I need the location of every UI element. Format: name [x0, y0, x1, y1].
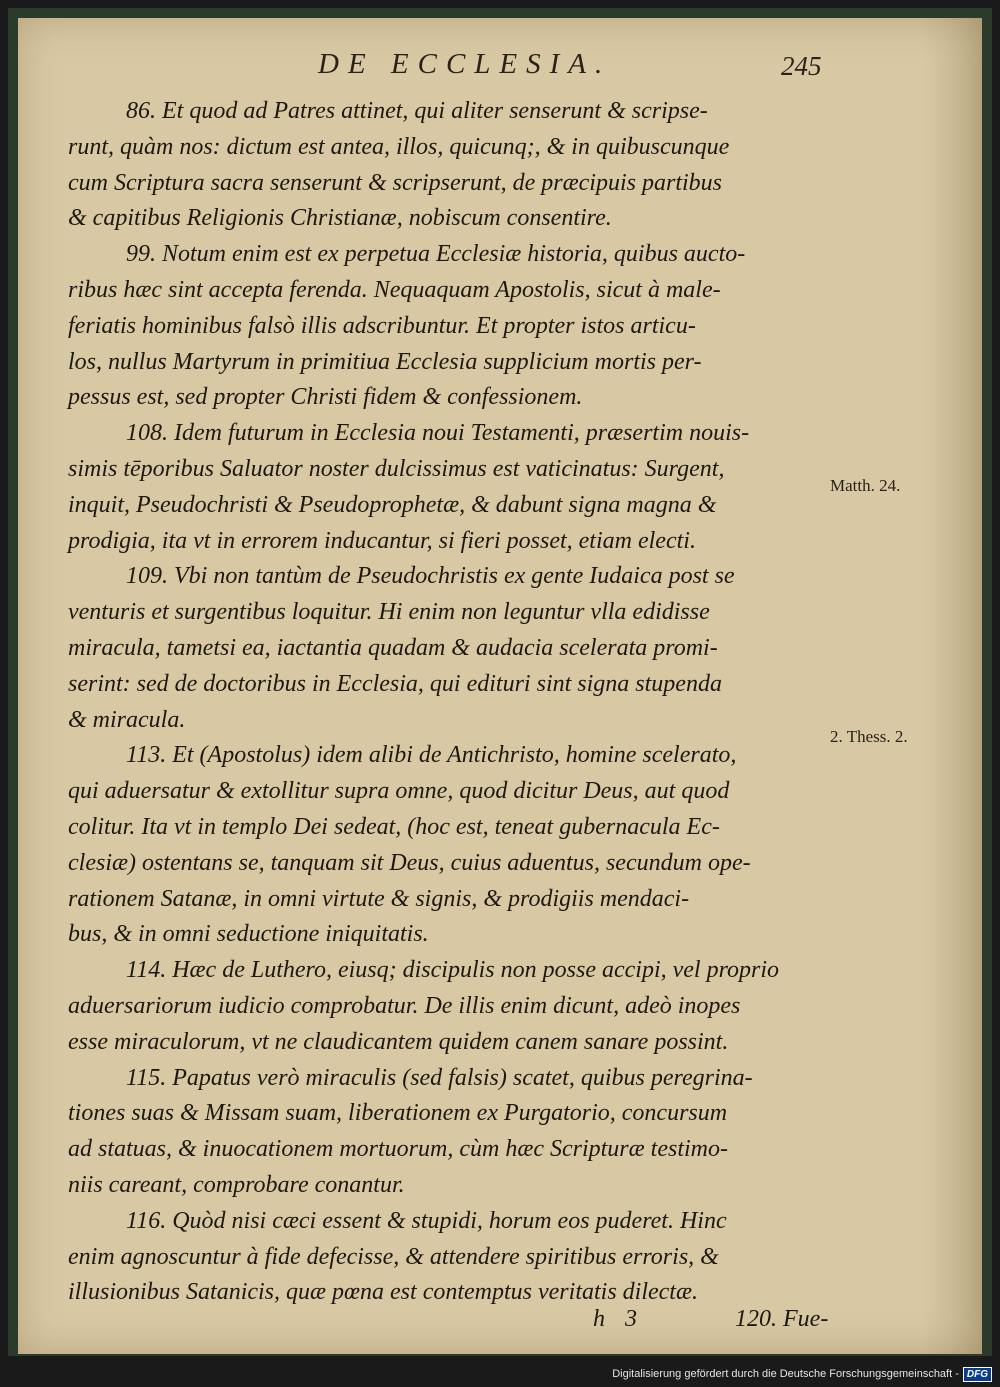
body-text [68, 94, 858, 1311]
margin-note-matth: Matth. 24. [830, 476, 901, 495]
text-line: ad statuas, & inuocationem mortuorum, cùm hæc Scripturæ testimo- [68, 1136, 728, 1163]
text-line: inquit, Pseudochristi & Pseudoprophetæ, & dabunt signa magna & [68, 491, 717, 518]
text-line: miracula, tametsi ea, iactantia quadam & audacia scelerata promi- [68, 634, 718, 661]
text-line: rationem Satanæ, in omni virtute & signis, & prodigiis mendaci- [68, 885, 690, 912]
paragraph [68, 1204, 858, 1311]
text-line: & miracula. [68, 706, 186, 733]
text-line: esse miraculorum, vt ne claudicantem quidem canem sanare possint. [68, 1028, 729, 1055]
text-line: venturis et surgentibus loquitur. Hi enim non leguntur vlla edidisse [68, 599, 710, 626]
text-line: 116. Quòd nisi cæci essent & stupidi, horum eos puderet. Hinc [126, 1207, 727, 1234]
paragraph [68, 953, 858, 1060]
text-line: 115. Papatus verò miraculis (sed falsis) scatet, quibus peregrina- [126, 1064, 753, 1091]
text-line: clesiæ) ostentans se, tanquam sit Deus, cuius aduentus, secundum ope- [68, 849, 751, 876]
text-line: 86. Et quod ad Patres attinet, qui aliter senserunt & scripse- [126, 98, 708, 124]
paragraph [68, 559, 858, 738]
text-line: feriatis hominibus falsò illis adscribuntur. Et propter istos articu- [68, 312, 696, 339]
text-line: 99. Notum enim est ex perpetua Ecclesiæ historia, quibus aucto- [126, 241, 746, 268]
text-line: ribus hæc sint accepta ferenda. Nequaquam Apostolis, sicut à male- [68, 276, 721, 303]
text-line: serint: sed de doctoribus in Ecclesia, qui edituri sint signa stupenda [68, 670, 722, 697]
text-line: runt, quàm nos: dictum est antea, illos, quicunq;, & in quibuscunque [68, 133, 730, 160]
text-line: enim agnoscuntur à fide defecisse, & attendere spiritibus erroris, & [68, 1243, 719, 1270]
text-line: niis careant, comprobare conantur. [68, 1171, 405, 1198]
text-line: 108. Idem futurum in Ecclesia noui Testamenti, præsertim nouis- [126, 420, 750, 447]
text-line: simis tēporibus Saluator noster dulcissimus est vaticinatus: Surgent, [68, 455, 725, 482]
digitization-notice [612, 1366, 992, 1382]
catchword: 120. Fue- [735, 1306, 829, 1332]
text-line: qui aduersatur & extollitur supra omne, quod dicitur Deus, aut quod [68, 778, 730, 805]
paragraph [68, 738, 858, 953]
text-line: illusionibus Satanicis, quæ pœna est contemptus veritatis dilectæ. [68, 1279, 698, 1306]
text-line: aduersariorum iudicio comprobatur. De illis enim dicunt, adeò inopes [68, 992, 741, 1019]
paragraph [68, 1061, 858, 1204]
paragraph [68, 416, 858, 559]
text-line: 114. Hæc de Luthero, eiusq; discipulis non posse accipi, vel proprio [126, 957, 780, 984]
text-line: & capitibus Religionis Christianæ, nobiscum consentire. [68, 205, 612, 232]
text-line: cum Scriptura sacra senserunt & scripserunt, de præcipuis partibus [68, 169, 722, 196]
digitization-text: Digitalisierung gefördert durch die Deutsche Forschungsgemeinschaft - [612, 1368, 959, 1380]
text-line: prodigia, ita vt in errorem inducantur, si fieri posset, etiam electi. [68, 527, 696, 554]
text-line: 109. Vbi non tantùm de Pseudochristis ex gente Iudaica post se [126, 563, 735, 590]
text-line: bus, & in omni seductione iniquitatis. [68, 921, 429, 948]
text-line: los, nullus Martyrum in primitiua Ecclesia supplicium mortis per- [68, 348, 702, 375]
text-line: pessus est, sed propter Christi fidem & confessionem. [68, 384, 583, 411]
running-title: DE ECCLESIA. [318, 48, 612, 80]
page-number: 245 [781, 51, 822, 81]
margin-note-thess: 2. Thess. 2. [830, 727, 908, 746]
text-line: colitur. Ita vt in templo Dei sedeat, (hoc est, teneat gubernacula Ec- [68, 813, 720, 840]
signature-mark: h 3 [593, 1306, 637, 1332]
text-line: 113. Et (Apostolus) idem alibi de Antichristo, homine scelerato, [126, 742, 737, 769]
paragraph [68, 94, 858, 237]
book-page [18, 18, 982, 1354]
paragraph [68, 237, 858, 416]
dfg-logo-icon: DFG [963, 1367, 992, 1382]
text-line: tiones suas & Missam suam, liberationem ex Purgatorio, concursum [68, 1100, 728, 1127]
